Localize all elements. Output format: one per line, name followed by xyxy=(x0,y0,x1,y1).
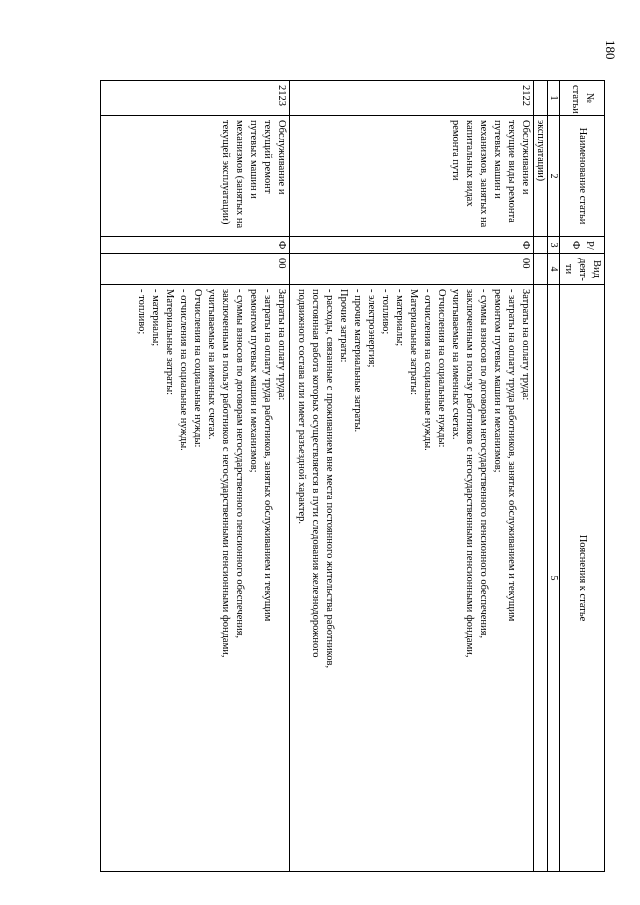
header-row xyxy=(560,81,605,872)
explanation-line: - прочие материальные затраты. xyxy=(352,289,363,433)
rotated-table-sheet xyxy=(100,80,605,872)
explanation-line: - материалы; xyxy=(394,289,405,347)
explanation-line: - суммы взносов по договорам негосударственного пенсионного обеспечения, xyxy=(478,289,489,639)
column-number: 2 xyxy=(548,116,560,237)
explanation-line: учитываемые на именных счетах. xyxy=(206,289,217,440)
explanation-line: - расходы, связанные с проживанием вне места постоянного жительства работников, xyxy=(324,289,335,669)
header-item-number: № статьи xyxy=(560,81,605,116)
explanation-line: Затраты на оплату труда: xyxy=(276,289,287,401)
column-number: 5 xyxy=(548,285,560,872)
continuation-row xyxy=(534,81,548,872)
item-number: 2123 xyxy=(101,81,290,116)
continuation-text: эксплуатации) xyxy=(534,116,548,237)
item-name: Обслуживание и текущий ремонт путевых машин и механизмов (занятых на текущей эксплуатации) xyxy=(101,116,290,237)
explanation-line: - суммы взносов по договорам негосударственного пенсионного обеспечения, xyxy=(234,289,245,639)
header-rf: Р/ Ф xyxy=(560,237,605,254)
table-row xyxy=(290,81,534,872)
explanation-line: - отчисления на социальные нужды. xyxy=(422,289,433,451)
explanation-line: - электроэнергия; xyxy=(366,289,377,368)
explanation-line: постоянная работа которых осуществляется в пути следования железнодорожного xyxy=(310,289,321,658)
explanation-line: ремонтом путевых машин и механизмов; xyxy=(492,289,503,473)
explanation-line: - отчисления на социальные нужды. xyxy=(178,289,189,451)
header-activity-type: Вид деят-ти xyxy=(560,254,605,285)
page-number-text: 180 xyxy=(603,40,618,60)
explanation-line: Материальные затраты: xyxy=(164,289,175,396)
item-explanation xyxy=(290,285,534,872)
item-number: 2122 xyxy=(290,81,534,116)
item-explanation xyxy=(101,285,290,872)
column-number: 3 xyxy=(548,237,560,254)
item-activity: 00 xyxy=(101,254,290,285)
cost-items-table xyxy=(100,80,605,872)
explanation-line: Отчисления на социальные нужды: xyxy=(192,289,203,448)
column-number: 4 xyxy=(548,254,560,285)
explanation-line: Затраты на оплату труда: xyxy=(520,289,531,401)
header-explanation: Пояснения к статье xyxy=(560,285,605,872)
item-name: Обслуживание и текущие виды ремонта путевых машин и механизмов, занятых на капитальных видах ремонта пути xyxy=(290,116,534,237)
explanation-line: учитываемые на именных счетах. xyxy=(450,289,461,440)
explanation-line: Прочие затраты: xyxy=(338,289,349,363)
explanation-line: Отчисления на социальные нужды: xyxy=(436,289,447,448)
explanation-line: заключенным в пользу работников с негосударственными пенсионными фондами, xyxy=(464,289,475,658)
explanation-line: Материальные затраты: xyxy=(408,289,419,396)
item-rf: Ф xyxy=(101,237,290,254)
explanation-line: - материалы; xyxy=(150,289,161,347)
column-number: 1 xyxy=(548,81,560,116)
explanation-line: - затраты на оплату труда работников, занятых обслуживанием и текущим xyxy=(262,289,273,622)
item-activity: 00 xyxy=(290,254,534,285)
table-row xyxy=(101,81,290,872)
header-item-name: Наименование статьи xyxy=(560,116,605,237)
explanation-line: заключенным в пользу работников с негосударственными пенсионными фондами, xyxy=(220,289,231,658)
explanation-line: - топливо; xyxy=(136,289,147,335)
explanation-line: ремонтом путевых машин и механизмов; xyxy=(248,289,259,473)
column-number-row xyxy=(548,81,560,872)
explanation-line: - затраты на оплату труда работников, занятых обслуживанием и текущим xyxy=(506,289,517,622)
explanation-line: - топливо; xyxy=(380,289,391,335)
explanation-line: подвижного состава или имеет разъездной характер. xyxy=(296,289,307,525)
item-rf: Ф xyxy=(290,237,534,254)
